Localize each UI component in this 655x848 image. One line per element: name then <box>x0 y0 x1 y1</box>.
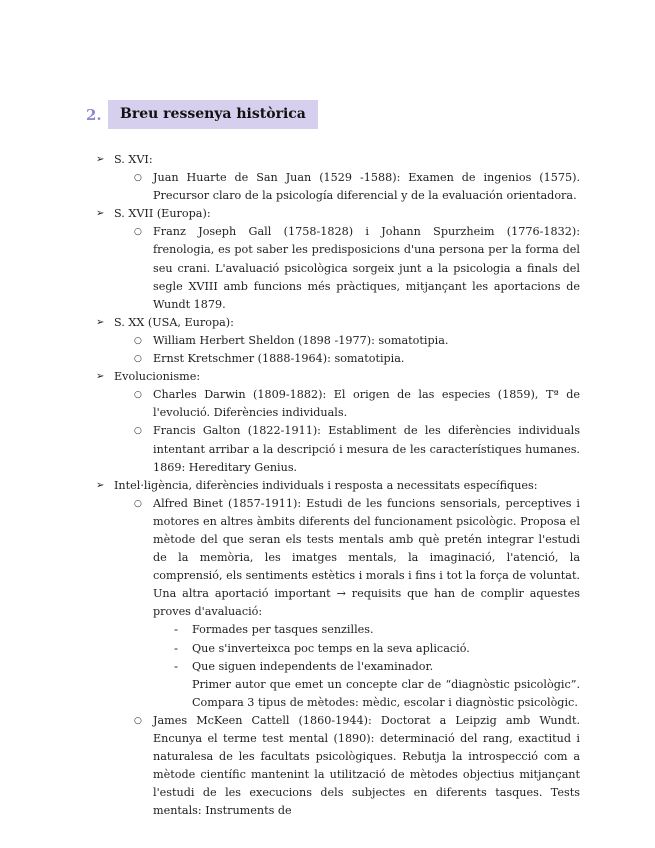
circle-bullet-icon: ○ <box>134 715 142 726</box>
list-item-text: S. XX (USA, Europa): <box>114 315 234 329</box>
list-item <box>96 640 580 658</box>
circle-bullet-icon: ○ <box>134 227 142 238</box>
circle-bullet-icon: ○ <box>134 426 142 437</box>
outline-list <box>96 151 580 820</box>
list-item-text: Charles Darwin (1809-1882): El origen de las especies (1859), Tª de l'evolució. Diferències individuals. <box>153 388 580 420</box>
list-item <box>96 422 580 476</box>
list-item <box>96 151 580 169</box>
circle-bullet-icon: ○ <box>134 498 142 509</box>
arrow-bullet-icon: ➢ <box>96 154 105 165</box>
section-heading <box>86 100 318 129</box>
list-item-text: Ernst Kretschmer (1888-1964): somatotipia. <box>153 352 405 366</box>
circle-bullet-icon: ○ <box>134 354 142 365</box>
list-item <box>96 495 580 622</box>
arrow-bullet-icon: ➢ <box>96 371 105 383</box>
list-item <box>96 386 580 422</box>
list-item-text: Intel·ligència, diferències individuals i resposta a necessitats específiques: <box>114 478 538 492</box>
list-item <box>96 712 580 821</box>
list-item <box>96 332 580 350</box>
list-item-text: S. XVI: <box>114 153 153 166</box>
circle-bullet-icon: ○ <box>134 173 142 184</box>
circle-bullet-icon: ○ <box>134 390 142 401</box>
arrow-bullet-icon: ➢ <box>96 479 105 491</box>
dash-bullet-icon: - <box>174 641 179 655</box>
list-item-text: Juan Huarte de San Juan (1529 -1588): Examen de ingenios (1575). Precursor claro de la psicología diferencial y de la evaluación orientadora. <box>153 171 580 203</box>
list-item-text: Formades per tasques senzilles. <box>192 623 374 637</box>
list-item <box>96 223 580 313</box>
list-item-text: James McKeen Cattell (1860-1944): Doctorat a Leipzig amb Wundt. Encunya el terme test mental (1890): determinació del rang, exactitud i naturalesa de les facultats psicològiques. Rebutja la introspecció com a mètode científic mantenint la utilització de mètodes objectius mitjançant l'estudi de les execucions dels subjectes en diferents tasques. Tests mentals: Instruments de <box>153 713 580 818</box>
list-item-text: William Herbert Sheldon (1898 -1977): somatotipia. <box>153 333 449 347</box>
list-item-text: Alfred Binet (1857-1911): Estudi de les funcions sensorials, perceptives i motores en altres àmbits diferents del funcionament psicològic. Proposa el mètode del que seran els tests mentals amb què pretén integrar l'estudi de la memòria, les imatges mentals, la imaginació, l'atenció, la comprensió, els sentiments estètics i morals i fins i tot la força de voluntat. Una altra aportació important → requisits que han de complir aquestes proves d'avaluació: <box>153 496 580 619</box>
list-item <box>96 368 580 386</box>
list-item-text: S. XVII (Europa): <box>114 207 211 221</box>
circle-bullet-icon: ○ <box>134 335 142 346</box>
list-item <box>96 621 580 639</box>
arrow-bullet-icon: ➢ <box>96 316 105 328</box>
list-item <box>96 205 580 223</box>
list-item <box>96 477 580 495</box>
list-item-text: Evolucionisme: <box>114 370 201 384</box>
dash-bullet-icon: - <box>174 623 179 637</box>
section-title: Breu ressenya històrica <box>108 100 318 129</box>
list-item-text: Francis Galton (1822-1911): Establiment de les diferències individuals intentant arribar a la descripció i mesura de les característiques humanes. 1869: Hereditary Genius. <box>153 424 580 474</box>
list-item-text: Franz Joseph Gall (1758-1828) i Johann Spurzheim (1776-1832): frenologia, es pot saber les predisposicions d'una persona per la forma del seu crani. L'avaluació psicològica sorgeix junt a la psicologia a finals del segle XVIII amb funcions més pràctiques, mitjançant les aportacions de Wundt 1879. <box>153 225 580 311</box>
list-item <box>96 314 580 332</box>
section-number: 2. <box>86 105 102 124</box>
list-item-text: Que siguen independents de l'examinador. <box>192 659 434 673</box>
note-paragraph: Primer autor que emet un concepte clar de “diagnòstic psicològic”. Compara 3 tipus de mètodes: mèdic, escolar i diagnòstic psicològic. <box>192 677 580 709</box>
arrow-bullet-icon: ➢ <box>96 208 105 220</box>
list-item <box>96 658 580 676</box>
list-item-text: Que s'inverteixca poc temps en la seva aplicació. <box>192 641 470 655</box>
list-item <box>96 169 580 205</box>
dash-bullet-icon: - <box>174 659 179 673</box>
list-item <box>96 350 580 368</box>
